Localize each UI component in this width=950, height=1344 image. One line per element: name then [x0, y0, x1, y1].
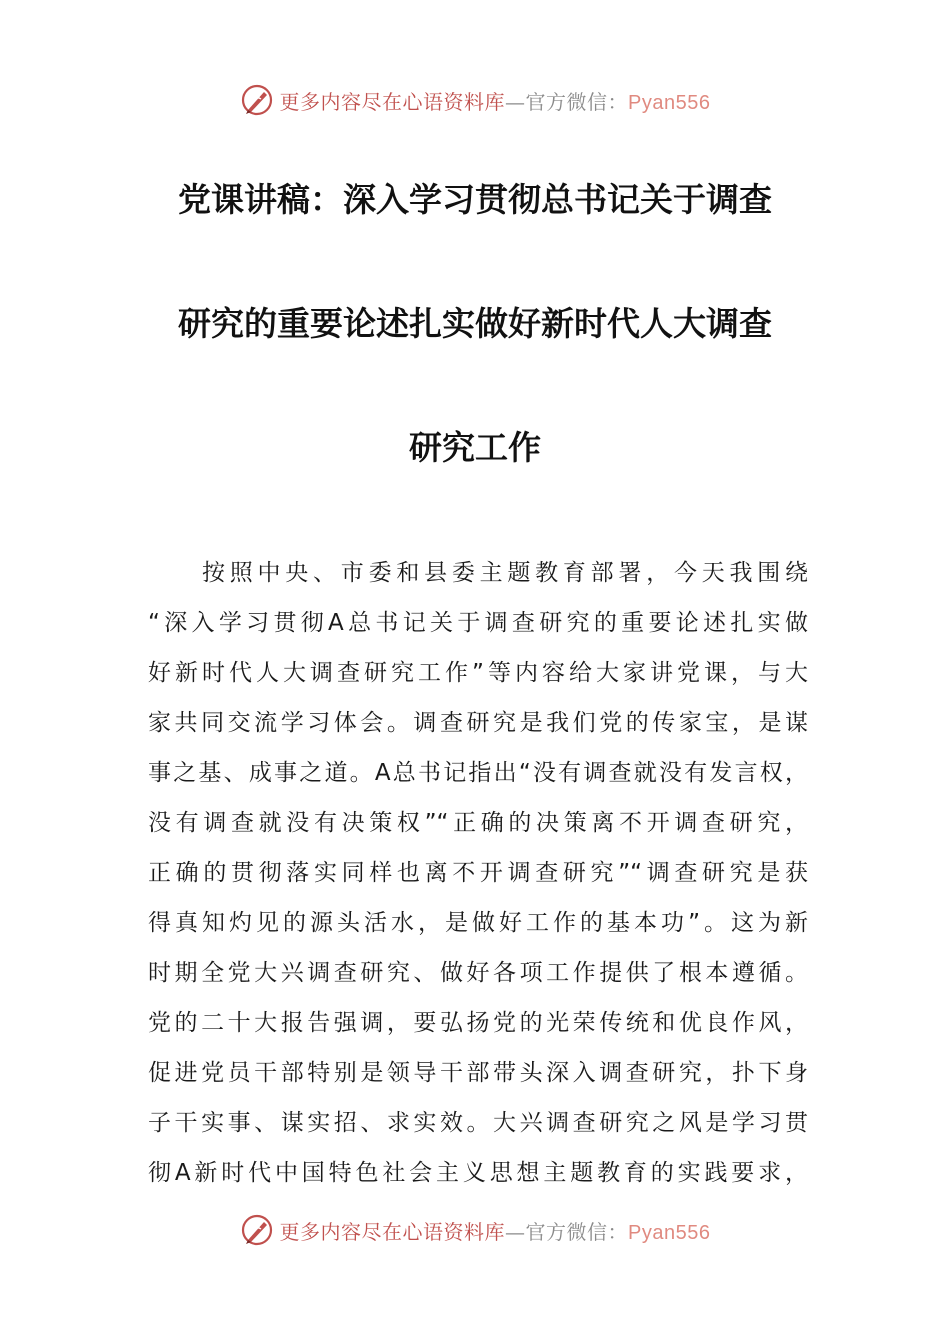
header-watermark — [0, 80, 950, 120]
paragraph-line: 时期全党大兴调查研究、做好各项工作提供了根本遵循。 — [148, 960, 808, 986]
paragraph-line: 党的二十大报告强调，要弘扬党的光荣传统和优良作风， — [148, 1010, 808, 1036]
paragraph-line: “深入学习贯彻A总书记关于调查研究的重要论述扎实做 — [148, 610, 808, 636]
paragraph-line: 没有调查就没有决策权”“正确的决策离不开调查研究， — [148, 810, 808, 836]
pen-logo-icon — [240, 83, 274, 117]
title-line: 研究的重要论述扎实做好新时代人大调查 — [178, 304, 772, 343]
paragraph-line: 得真知灼见的源头活水，是做好工作的基本功”。这为新 — [148, 910, 808, 936]
watermark-text — [280, 86, 711, 115]
watermark-dash: — — [505, 1219, 526, 1244]
watermark-dash: — — [505, 89, 526, 114]
footer-watermark — [0, 1210, 950, 1250]
watermark-wechat-id: Pyan556 — [628, 1221, 711, 1244]
watermark-text — [280, 1216, 711, 1245]
body-paragraph — [148, 548, 808, 1198]
paragraph-line: 事之基、成事之道。A总书记指出“没有调查就没有发言权， — [148, 760, 808, 786]
watermark-label: 官方微信： — [525, 1219, 629, 1244]
document-title — [120, 160, 830, 532]
watermark-brand: 更多内容尽在心语资料库 — [279, 1219, 506, 1244]
paragraph-line: 按照中央、市委和县委主题教育部署，今天我围绕 — [202, 560, 808, 586]
paragraph-line: 子干实事、谋实招、求实效。大兴调查研究之风是学习贯 — [148, 1110, 808, 1136]
paragraph-line: 彻A新时代中国特色社会主义思想主题教育的实践要求， — [148, 1160, 808, 1186]
watermark-brand: 更多内容尽在心语资料库 — [279, 89, 506, 114]
title-line: 党课讲稿：深入学习贯彻总书记关于调查 — [178, 180, 772, 219]
paragraph-line: 家共同交流学习体会。调查研究是我们党的传家宝，是谋 — [148, 710, 808, 736]
paragraph-line: 正确的贯彻落实同样也离不开调查研究”“调查研究是获 — [148, 860, 808, 886]
title-line: 研究工作 — [409, 428, 541, 467]
watermark-wechat-id: Pyan556 — [628, 91, 711, 114]
watermark-label: 官方微信： — [525, 89, 629, 114]
paragraph-line: 促进党员干部特别是领导干部带头深入调查研究，扑下身 — [148, 1060, 808, 1086]
paragraph-line: 好新时代人大调查研究工作”等内容给大家讲党课，与大 — [148, 660, 808, 686]
pen-logo-icon — [240, 1213, 274, 1247]
